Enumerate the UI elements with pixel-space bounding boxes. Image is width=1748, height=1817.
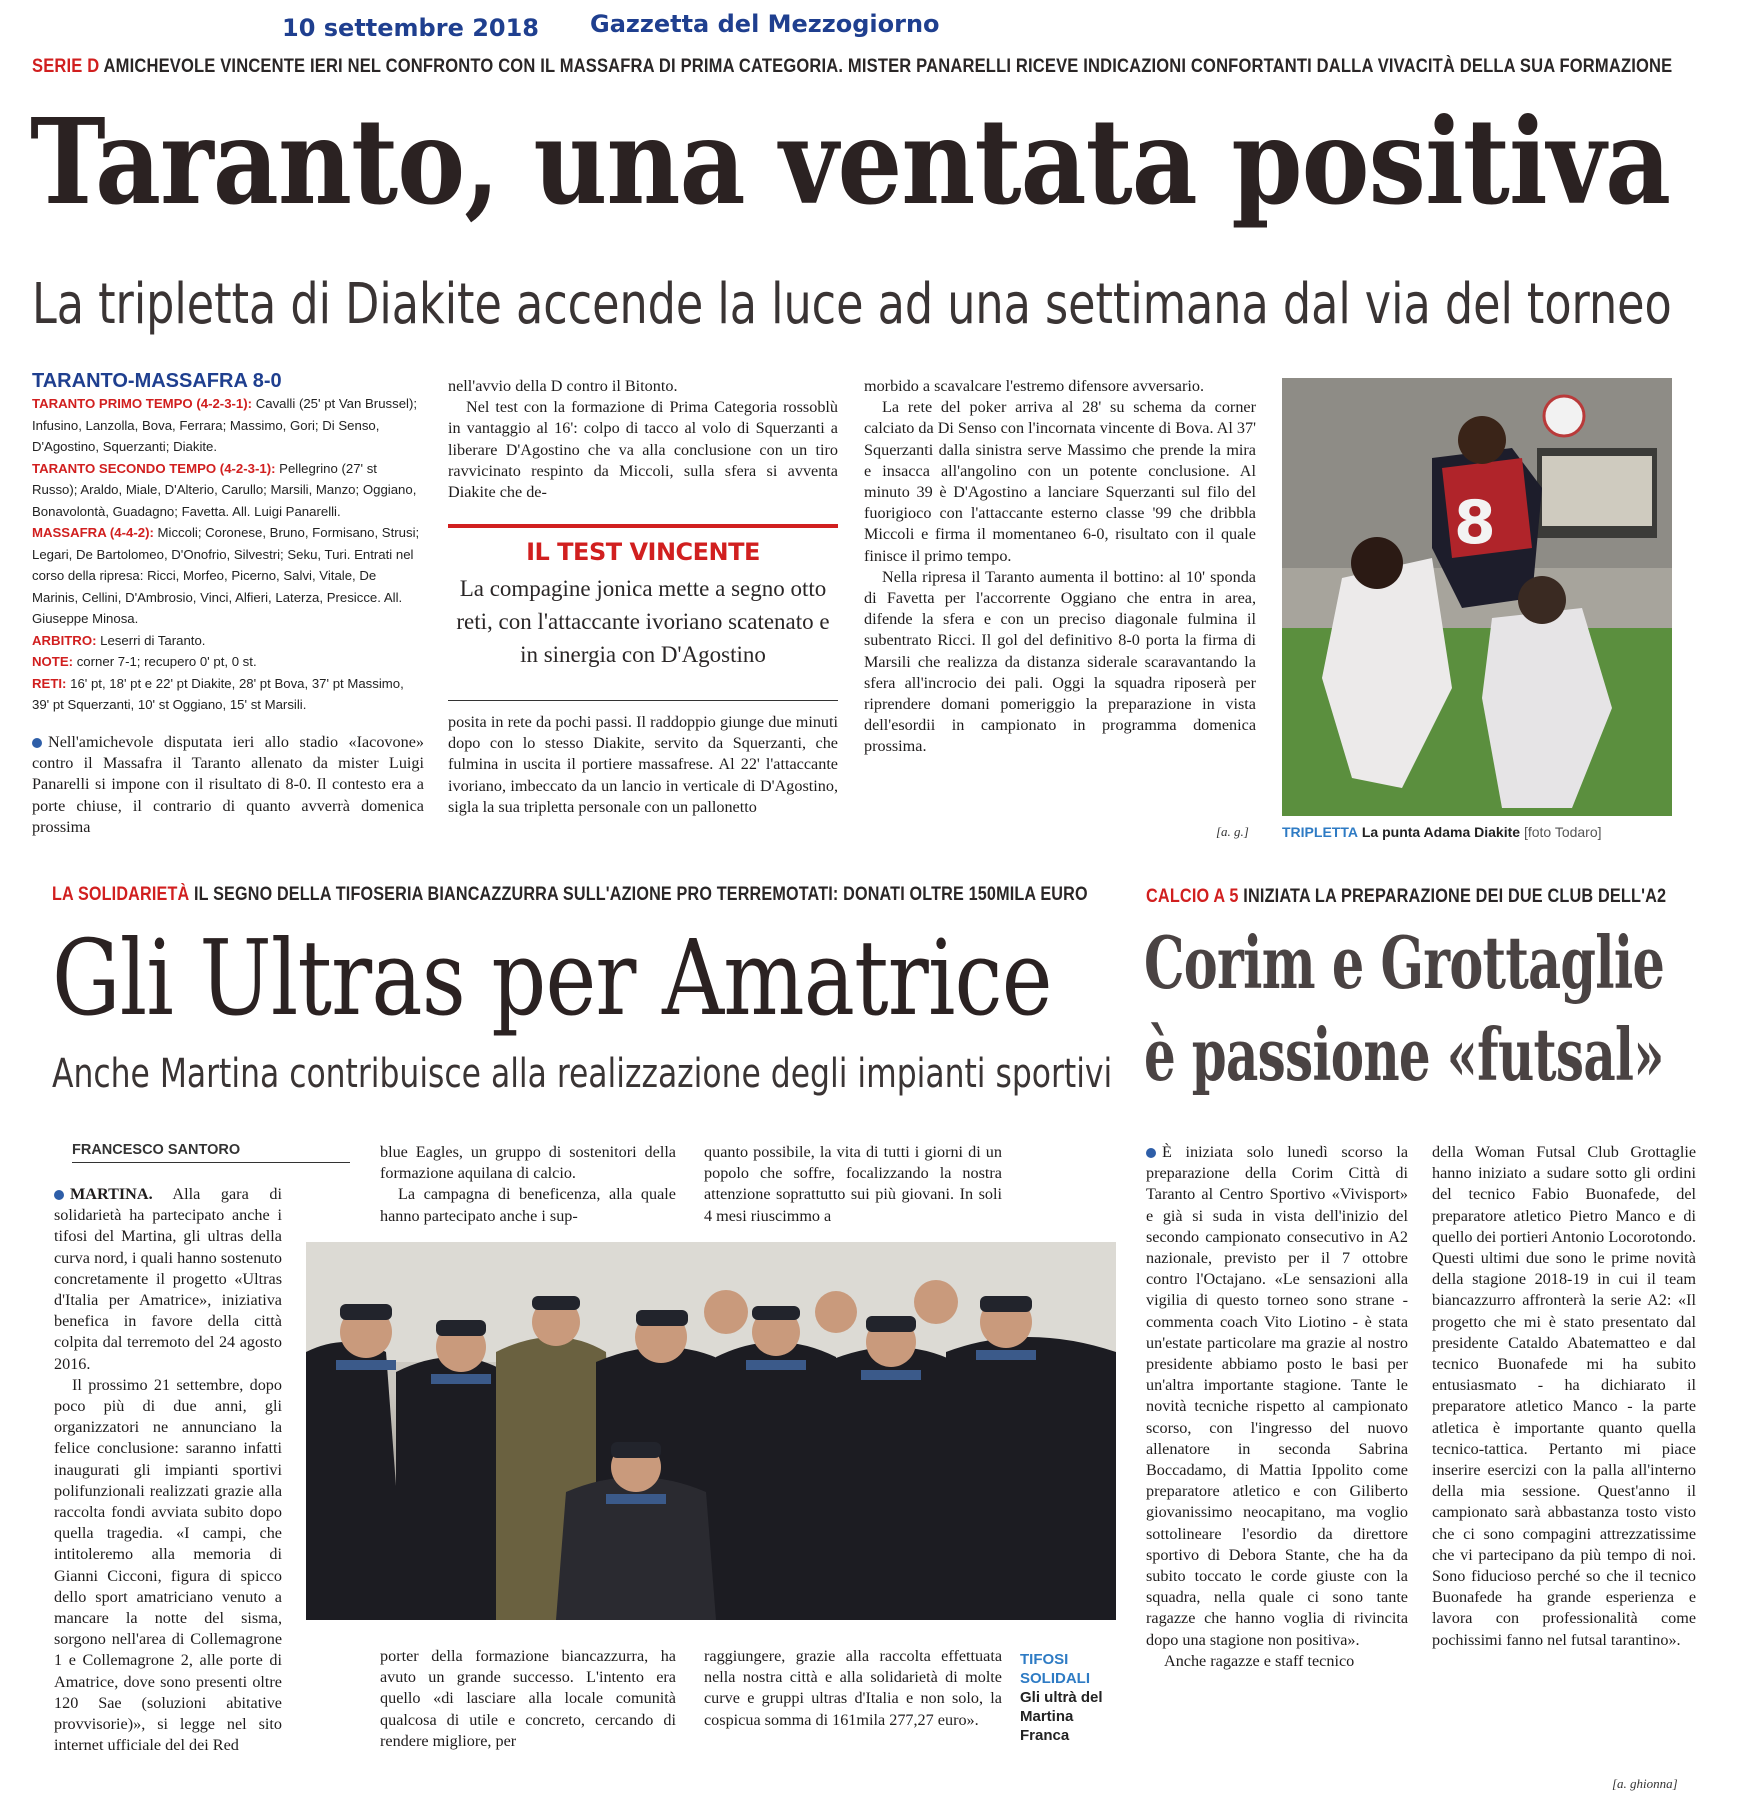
- match-report-title: TARANTO-MASSAFRA 8-0: [32, 370, 282, 392]
- article2-col2-para: La campagna di beneficenza, alla quale hanno partecipato anche i sup-: [380, 1185, 676, 1225]
- caption-credit: [foto Todaro]: [1523, 824, 1602, 840]
- article1-col3: [864, 376, 1256, 758]
- match-report-text: 16' pt, 18' pt e 22' pt Diakite, 28' pt Bova, 37' pt Massimo, 39' pt Squerzanti, 10' st Oggiano, 15' st Marsili.: [32, 675, 404, 712]
- callout-body: La compagine jonica mette a segno otto reti, con l'attaccante ivoriano scatenato e in sinergia con D'Agostino: [456, 576, 830, 667]
- article2-col2-bottom: [380, 1646, 676, 1752]
- match-report-rows: [32, 393, 424, 716]
- article1-headline: Taranto, una ventata positiva: [30, 92, 1671, 231]
- article2-col3-bottom: [704, 1646, 1002, 1731]
- article2-byline: FRANCESCO SANTORO: [72, 1142, 241, 1158]
- article1-kicker-text: AMICHEVOLE VINCENTE IERI NEL CONFRONTO CON IL MASSAFRA DI PRIMA CATEGORIA. MISTER PANARELLI RICEVE INDICAZIONI CONFORTANTI DALLA VIVACITÀ DELLA SUA FORMAZIONE: [103, 56, 1673, 77]
- match-report-row: [32, 458, 424, 523]
- article1-signature: [a. g.]: [1216, 824, 1249, 839]
- article2-kicker: [52, 884, 1088, 906]
- match-report-label: ARBITRO:: [32, 632, 101, 648]
- callout-rule: [448, 524, 838, 528]
- article1-subhead: La tripletta di Diakite accende la luce ad una settimana dal via del torneo: [32, 272, 1672, 337]
- match-report-box: [32, 370, 424, 716]
- article1-col3-para: Nella ripresa il Taranto aumenta il bottino: al 10' sponda di Favetta per l'accorrente Oggiano che entra in area, difende la sfera e con un preciso diagonale fulmina il subentrato Ricci. Il gol del definitivo 8-0 porta la firma di Marsili che realizza da distanza siderale scaravantando la sfera all'incrocio dei pali. Oggi la squadra riposerà per riprendere domani pomeriggio la preparazione in vista dell'esordii in campionato in programma domenica prossima.: [864, 567, 1256, 756]
- article1-col3-para: La rete del poker arriva al 28' su schema da corner calciato da Di Senso con l'incornata vincente di Bova. Al 37' Squerzanti dalla sinistra serve Massimo che prende la mira e insacca all'angolino con un potente conclusione. Al minuto 39 è D'Agostino a lanciare Squerzanti sul filo del fuorigioco con l'attaccante esterno classe '99 che dribbla Miccoli e firma il momentaneo 6-0, risultato con il quale finisce il primo tempo.: [864, 398, 1256, 565]
- shirt-number: 8: [1454, 488, 1496, 558]
- article2-photo-caption: [1020, 1650, 1120, 1745]
- article3-kicker-text: INIZIATA LA PREPARAZIONE DEI DUE CLUB DELL'A2: [1243, 886, 1667, 907]
- bullet-icon: [54, 1190, 64, 1200]
- article2-col2-para: porter della formazione biancazzurra, ha avuto un grande successo. L'intento era quello «di lasciare alla locale comunità qualcosa di utile e concreto, cercando di rendere migliore, per: [380, 1647, 676, 1750]
- match-report-label: NOTE:: [32, 654, 77, 669]
- article3-signature: [a. ghionna]: [1612, 1776, 1678, 1791]
- bullet-icon: [1146, 1148, 1156, 1158]
- article3-col2-para: della Woman Futsal Club Grottaglie hanno iniziato a sudare sotto gli ordini del tecnico Fabio Buonafede, del preparatore atletico Pietro Manco e di quello dei portieri Antonio Locorotondo. Questi ultimi due sono le prime novità della stagione 2018-19 in cui il team biancazzurro affronterà la serie A2: «Il progetto che mi è stato presentato dal presidente Cataldo Abatematteo e dal tecnico Buonafede mi ha subito entusiasmato - ha dichiarato il preparatore atletico Manco - la parte atletica è importante quanto quella tecnico-tattica. Pertanto mi piace inserire esercizi con la palla all'interno della mia sessione. Quest'anno il campionato sarà abbastanza tosto visto che ci sono compagini attrezzatissime che vi partecipano da più tempo di noi. Sono fiducioso perché so che il tecnico Buonafede ha grande esperienza e lavora con professionalità come pochissimi fanno nel futsal tarantino».: [1432, 1143, 1696, 1649]
- article2-col3-para: raggiungere, grazie alla raccolta effettuata nella nostra città e alla solidarietà di molte curve e gruppi ultras d'Italia e non solo, la cospicua somma di 161mila 277,27 euro».: [704, 1647, 1002, 1729]
- match-report-row: [32, 393, 424, 458]
- article1-col2-para: nell'avvio della D contro il Bitonto.: [448, 377, 678, 395]
- article2-col1-para: Il prossimo 21 settembre, dopo poco più di due anni, gli organizzatori ne annunciano la felice conclusione: saranno infatti inaugurati gli impianti sportivi polifunzionali realizzati grazie alla raccolta fondi avviata subito dopo quella tragedia. «I campi, che intitoleremo alla memoria di Gianni Cicconi, figura di spicco dello sport amatriciano venuto a mancare la notte del sisma, sorgono nell'area di Collemagrone 1 e Collemagrone 2, alle porte di Amatrice, dove sono presenti oltre 120 Sae (soluzioni abitative provvisorie)», si legge nel sito internet ufficiale del dei Red: [54, 1375, 282, 1755]
- issue-date: 10 settembre 2018: [282, 14, 539, 42]
- article1-col2-para: Nel test con la formazione di Prima Categoria rossoblù in vantaggio al 16': colpo di tacco al volo di Squerzanti a liberare D'Agostino che va alla conclusione con un tiro ravvicinato respinto da Miccoli, sulla sfera si avventa Diakite che de-: [448, 398, 838, 502]
- match-report-row: [32, 651, 424, 673]
- article1-col2-para: posita in rete da pochi passi. Il raddoppio giunge due minuti dopo con lo stesso Diakite, servito da Squerzanti, che fulmina in uscita il portiere massafrese. Al 22' l'attaccante ivoriano, imbeccato da un lancio in verticale di D'Agostino, sigla la sua tripletta personale con un pallonetto: [448, 713, 838, 816]
- byline-rule: [72, 1162, 350, 1163]
- article1-col3-para: morbido a scavalcare l'estremo difensore avversario.: [864, 377, 1205, 395]
- article2-lead: Alla gara di solidarietà ha partecipato anche i tifosi del Martina, gli ultras della curva nord, i quali hanno sostenuto concretamente il progetto «Ultras d'Italia per Amatrice», iniziativa benefica in favore della città colpita dal terremoto del 24 agosto 2016.: [54, 1185, 282, 1373]
- match-report-text: Leserri di Taranto.: [100, 632, 206, 648]
- caption-text: Martina: [1020, 1708, 1074, 1725]
- match-report-label: RETI:: [32, 675, 71, 691]
- callout-rule-bottom: [448, 700, 838, 701]
- article1-photo-caption: [1282, 824, 1602, 840]
- bullet-icon: [32, 738, 42, 748]
- group-photo-illustration: [306, 1242, 1116, 1620]
- article3-headline-line1: Corim e Grottaglie: [1144, 920, 1665, 1005]
- callout-title: IL TEST VINCENTE: [526, 538, 760, 566]
- match-photo: [1282, 378, 1672, 816]
- caption-kicker: SOLIDALI: [1020, 1670, 1090, 1687]
- article3-col1-para: Anche ragazze e staff tecnico: [1164, 1651, 1355, 1670]
- article2-kicker-text: IL SEGNO DELLA TIFOSERIA BIANCAZZURRA SULL'AZIONE PRO TERREMOTATI: DONATI OLTRE 150MILA EURO: [194, 884, 1088, 905]
- article2-col3-top: [704, 1142, 1002, 1227]
- article3-lead: È iniziata solo lunedì scorso la preparazione della Corim Città di Taranto al Centro Sportivo «Vivisport» e già si suda in vista dell'inizio del secondo campionato consecutivo in A2 nazionale, previsto per il 7 ottobre contro l'Octajano. «Le sensazioni alla vigilia di questo torneo sono strane - commenta coach Vito Liotino - è stata un'estate particolare ma grazie al nostro presidente abbiamo posto le basi per un'altra importante stagione. Tante le novità tecniche rispetto al campionato scorso, con l'ingresso del nuovo allenatore in seconda Sabrina Boccadamo, di Mattia Ippolito come preparatore atletico e con Giliberto giovanissimo neocapitano, ma voglio sottolineare l'esordio da direttore sportivo di Debora Stante, che ha da subito toccato le corde giuste con la squadra, nella quale ci sono tante ragazze che hanno voglia di rivincita dopo una stagione non positiva».: [1146, 1143, 1408, 1649]
- article2-subhead: Anche Martina contribuisce alla realizzazione degli impianti sportivi: [52, 1051, 1113, 1097]
- match-report-text: Pellegrino (27' st Russo); Araldo, Miale, D'Alterio, Carullo; Marsili, Manzo; Oggiano, Bonavolontà, Guadagno; Favetta. All. Luigi Panarelli.: [32, 460, 417, 519]
- article1-col1: [32, 732, 424, 838]
- caption-kicker: TIFOSI: [1020, 1651, 1069, 1668]
- match-photo-illustration: [1282, 378, 1672, 816]
- article2-col2-top: [380, 1142, 676, 1227]
- caption-kicker: TRIPLETTA: [1282, 824, 1358, 840]
- article1-kicker: [32, 56, 1672, 78]
- article2-col3-para: quanto possibile, la vita di tutti i giorni di un popolo che soffre, focalizzando la nostra attenzione soprattutto sui più giovani. In soli 4 mesi riuscimmo a: [704, 1143, 1002, 1225]
- match-report-label: MASSAFRA (4-4-2):: [32, 525, 158, 540]
- match-report-row: [32, 522, 424, 630]
- caption-text: Gli ultrà del: [1020, 1689, 1103, 1706]
- article1-col2-bottom: [448, 712, 838, 818]
- match-report-row: [32, 673, 424, 716]
- match-report-text: Miccoli; Coronese, Bruno, Formisano, Strusi; Legari, De Bartolomeo, D'Onofrio, Silvestri; Seku, Turi. Entrati nel corso della ripresa: Ricci, Morfeo, Picerno, Salvi, Vitale, De Marinis, Cellini, D'Ambrosio, Vinci, Alfieri, Laterza, Presicce. All. Giuseppe Minosa.: [32, 525, 420, 626]
- article3-col1: [1146, 1142, 1408, 1672]
- article3-kicker-tag: CALCIO A 5: [1146, 886, 1239, 907]
- article3-kicker: [1146, 886, 1666, 908]
- match-report-label: TARANTO SECONDO TEMPO (4-2-3-1):: [32, 460, 280, 476]
- article1-col2-top: [448, 376, 838, 503]
- article2-kicker-tag: LA SOLIDARIETÀ: [52, 884, 190, 905]
- article1-lead: Nell'amichevole disputata ieri allo stadio «Iacovone» contro il Massafra il Taranto allenato da mister Luigi Panarelli si impone con il risultato di 8-0. Il contesto era a porte chiuse, il contrario di quanto avverrà domenica prossima: [32, 733, 424, 836]
- article2-dateline: MARTINA.: [70, 1185, 153, 1203]
- caption-text: La punta Adama Diakite: [1361, 824, 1521, 840]
- article2-col1: [54, 1184, 282, 1756]
- article1-kicker-tag: SERIE D: [32, 56, 100, 77]
- article3-col2: [1432, 1142, 1696, 1651]
- match-report-row: [32, 630, 424, 652]
- match-report-text: Cavalli (25' pt Van Brussel); Infusino, Lanzolla, Bova, Ferrara; Massimo, Gori; Di Senso, D'Agostino, Squerzanti; Diakite.: [32, 396, 418, 454]
- ultras-group-photo: [306, 1242, 1116, 1620]
- article3-headline-line2: è passione «futsal»: [1144, 1012, 1664, 1097]
- match-report-text: corner 7-1; recupero 0' pt, 0 st.: [76, 654, 257, 669]
- newspaper-name: Gazzetta del Mezzogiorno: [590, 10, 940, 38]
- caption-text: Franca: [1020, 1727, 1070, 1744]
- match-report-label: TARANTO PRIMO TEMPO (4-2-3-1):: [32, 396, 256, 411]
- article2-headline: Gli Ultras per Amatrice: [52, 917, 1052, 1039]
- article2-col2-para: blue Eagles, un gruppo di sostenitori della formazione aquilana di calcio.: [380, 1143, 676, 1183]
